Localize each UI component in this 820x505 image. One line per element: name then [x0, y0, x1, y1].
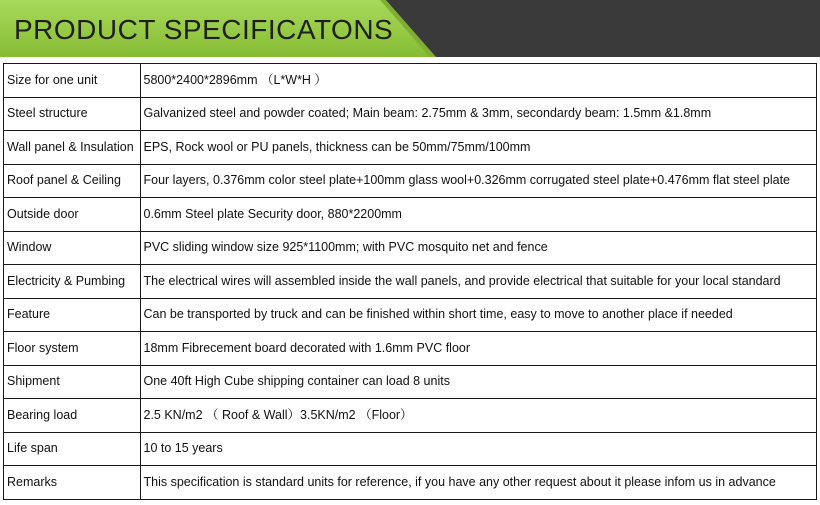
page-title: PRODUCT SPECIFICATONS: [14, 14, 394, 45]
table-row: [4, 198, 817, 232]
spec-value: EPS, Rock wool or PU panels, thickness can be 50mm/75mm/100mm: [140, 131, 817, 165]
spec-value: The electrical wires will assembled inside the wall panels, and provide electrical that suitable for your local standard: [140, 265, 817, 299]
table-row: [4, 432, 817, 466]
spec-value: Galvanized steel and powder coated; Main beam: 2.75mm & 3mm, secondardy beam: 1.5mm &1.8mm: [140, 97, 817, 131]
spec-value: 10 to 15 years: [140, 432, 817, 466]
table-row: [4, 332, 817, 366]
table-row: [4, 399, 817, 433]
spec-label: Size for one unit: [4, 64, 141, 98]
spec-label: Bearing load: [4, 399, 141, 433]
spec-label: Remarks: [4, 466, 141, 500]
spec-label: Outside door: [4, 198, 141, 232]
spec-value: Can be transported by truck and can be finished within short time, easy to move to another place if needed: [140, 298, 817, 332]
spec-value: One 40ft High Cube shipping container can load 8 units: [140, 365, 817, 399]
spec-value: PVC sliding window size 925*1100mm; with PVC mosquito net and fence: [140, 231, 817, 265]
header-banner: [0, 0, 820, 57]
table-row: [4, 298, 817, 332]
table-row: [4, 164, 817, 198]
table-row: [4, 64, 817, 98]
spec-label: Feature: [4, 298, 141, 332]
spec-value: 0.6mm Steel plate Security door, 880*2200mm: [140, 198, 817, 232]
spec-value: 2.5 KN/m2 （ Roof & Wall）3.5KN/m2 （Floor）: [140, 399, 817, 433]
spec-table: [3, 63, 817, 500]
spec-label: Electricity & Pumbing: [4, 265, 141, 299]
spec-label: Shipment: [4, 365, 141, 399]
spec-value: Four layers, 0.376mm color steel plate+100mm glass wool+0.326mm corrugated steel plate+0.476mm flat steel plate: [140, 164, 817, 198]
spec-value: 18mm Fibrecement board decorated with 1.6mm PVC floor: [140, 332, 817, 366]
spec-label: Window: [4, 231, 141, 265]
spec-label: Steel structure: [4, 97, 141, 131]
spec-label: Roof panel & Ceiling: [4, 164, 141, 198]
spec-value: This specification is standard units for reference, if you have any other request about it please infom us in advance: [140, 466, 817, 500]
table-row: [4, 365, 817, 399]
table-row: [4, 97, 817, 131]
spec-label: Life span: [4, 432, 141, 466]
spec-label: Wall panel & Insulation: [4, 131, 141, 165]
spec-label: Floor system: [4, 332, 141, 366]
table-row: [4, 231, 817, 265]
spec-value: 5800*2400*2896mm （L*W*H ）: [140, 64, 817, 98]
table-row: [4, 131, 817, 165]
table-row: [4, 466, 817, 500]
table-row: [4, 265, 817, 299]
